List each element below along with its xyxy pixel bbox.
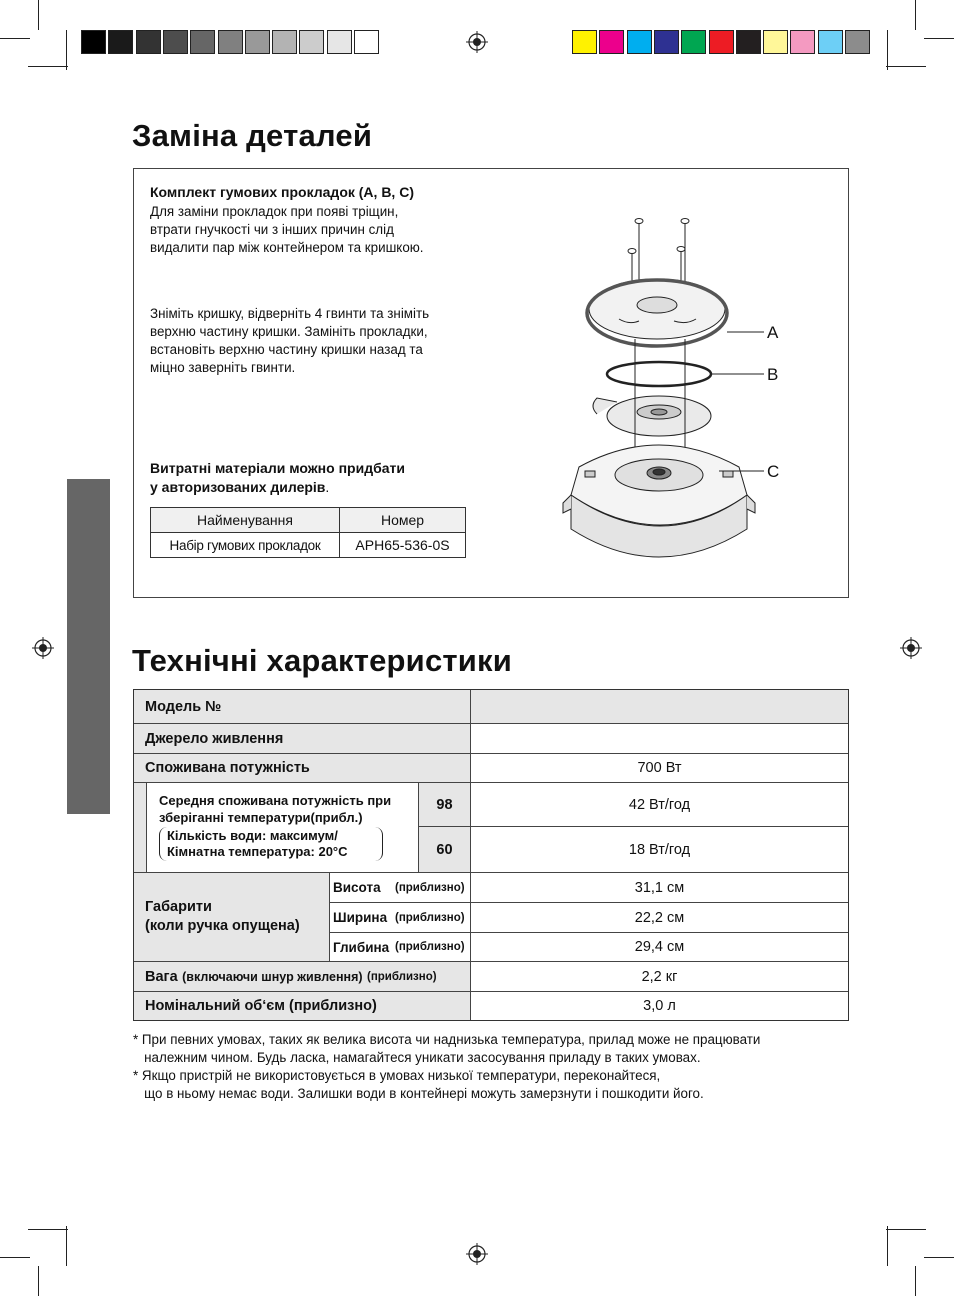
color-swatch <box>572 30 597 54</box>
spec-label-power-consumption: Споживана потужність <box>134 754 470 782</box>
color-swatch <box>736 30 761 54</box>
spec-value-temp-60: 18 Вт/год <box>628 841 691 858</box>
gasket-kit-text-3: видалити пар між контейнером та кришкою. <box>150 240 424 255</box>
parts-cell-number: APH65-536-0S <box>340 533 466 558</box>
spec-value-power-source <box>471 724 848 753</box>
note-2-line-1: * Якщо пристрій не використовується в умовах низької температури, переконайтеся, <box>133 1068 661 1083</box>
spec-label-width: Ширина (приблизно) <box>333 910 465 925</box>
keep-warm-line-2: зберіганні температури(прибл.) <box>159 810 363 825</box>
spec-value-temp-98: 42 Вт/год <box>628 796 691 813</box>
spec-value-power-consumption: 700 Вт <box>637 760 682 776</box>
spec-label-capacity: Номінальний об‘єм (приблизно) <box>134 992 470 1020</box>
spec-label-weight: Вага (включаючи шнур живлення) (приблизно) <box>134 962 470 991</box>
registration-mark-icon <box>466 31 488 53</box>
spec-label-power-source: Джерело живлення <box>134 724 470 753</box>
dimensions-label-2: (коли ручка опущена) <box>145 918 300 934</box>
color-swatch <box>818 30 843 54</box>
color-swatch <box>136 30 161 54</box>
gasket-kit-text-1: Для заміни прокладок при появі тріщин, <box>150 204 399 219</box>
note-1-line-1: * При певних умовах, таких як велика висота чи наднизька температура, прилад може не працювати <box>133 1032 761 1047</box>
color-swatch <box>81 30 106 54</box>
spec-label-height: Висота (приблизно) <box>333 880 465 895</box>
consumables-line-2: у авторизованих дилерів. <box>150 479 330 495</box>
diagram-label-c: C <box>767 462 780 481</box>
color-swatch <box>190 30 215 54</box>
dimensions-label-cell <box>134 873 329 961</box>
keep-warm-line-1: Середня споживана потужність при <box>159 793 392 808</box>
registration-mark-icon <box>466 1243 488 1265</box>
note-1-line-2: належним чином. Будь ласка, намагайтеся уникати засосування приладу в таких умовах. <box>133 1050 701 1065</box>
registration-mark-icon <box>32 637 54 659</box>
spec-value-height: 31,1 см <box>634 879 685 896</box>
instruction-line-2: верхню частину кришки. Замініть прокладки, <box>150 324 428 339</box>
section-title-parts: Заміна деталей <box>132 118 373 153</box>
color-swatch <box>218 30 243 54</box>
gasket-replacement-diagram <box>559 209 839 569</box>
instruction-line-1: Зніміть кришку, відверніть 4 гвинти та зніміть <box>150 306 430 321</box>
specs-table <box>133 689 849 1021</box>
color-swatch <box>709 30 734 54</box>
color-swatch <box>354 30 379 54</box>
color-swatch <box>763 30 788 54</box>
parts-table <box>150 507 466 558</box>
instruction-line-4: міцно заверніть гвинти. <box>150 360 296 375</box>
spec-value-capacity: 3,0 л <box>643 998 676 1014</box>
parts-header-number: Номер <box>340 508 466 533</box>
color-swatch <box>654 30 679 54</box>
spec-value-weight: 2,2 кг <box>641 968 678 985</box>
dimensions-label-1: Габарити <box>145 899 212 915</box>
spec-value-depth: 29,4 см <box>634 939 685 955</box>
consumables-line-1: Витратні матеріали можно придбати <box>150 460 405 476</box>
keep-warm-description <box>146 783 420 872</box>
section-title-specs: Технічні характеристики <box>132 643 512 678</box>
color-swatch <box>245 30 270 54</box>
spec-label-model: Модель № <box>134 690 470 723</box>
parts-box <box>133 168 849 598</box>
spec-value-width: 22,2 см <box>634 909 685 926</box>
diagram-label-b: B <box>767 365 779 384</box>
color-swatch <box>845 30 870 54</box>
color-swatch <box>163 30 188 54</box>
parts-table-header <box>151 508 466 533</box>
color-swatch <box>327 30 352 54</box>
color-swatch <box>599 30 624 54</box>
color-swatch <box>299 30 324 54</box>
instruction-line-3: встановіть верхню частину кришки назад та <box>150 342 423 357</box>
side-tab <box>67 479 110 814</box>
keep-warm-condition-2: Кімнатна температура: 20°C <box>167 844 348 859</box>
parts-cell-name: Набір гумових прокладок <box>151 533 340 558</box>
spec-label-depth: Глибина (приблизно) <box>333 939 465 955</box>
color-swatch <box>108 30 133 54</box>
spec-temp-60: 60 <box>419 827 470 872</box>
keep-warm-condition-1: Кількість води: максимум/ <box>167 828 338 843</box>
registration-mark-icon <box>900 637 922 659</box>
table-row <box>151 533 466 558</box>
spec-temp-98: 98 <box>419 783 470 826</box>
parts-header-name: Найменування <box>151 508 340 533</box>
color-swatch <box>627 30 652 54</box>
color-swatch <box>272 30 297 54</box>
color-swatch <box>790 30 815 54</box>
gasket-kit-heading: Комплект гумових прокладок (A, B, C) <box>150 184 414 200</box>
spec-value-model <box>471 690 848 723</box>
color-swatch <box>681 30 706 54</box>
gasket-kit-text-2: втрати гнучкості чи з інших причин слід <box>150 222 394 237</box>
diagram-label-a: A <box>767 323 779 342</box>
note-2-line-2: що в ньому немає води. Залишки води в контейнері можуть замерзнути і пошкодити його. <box>133 1086 704 1101</box>
